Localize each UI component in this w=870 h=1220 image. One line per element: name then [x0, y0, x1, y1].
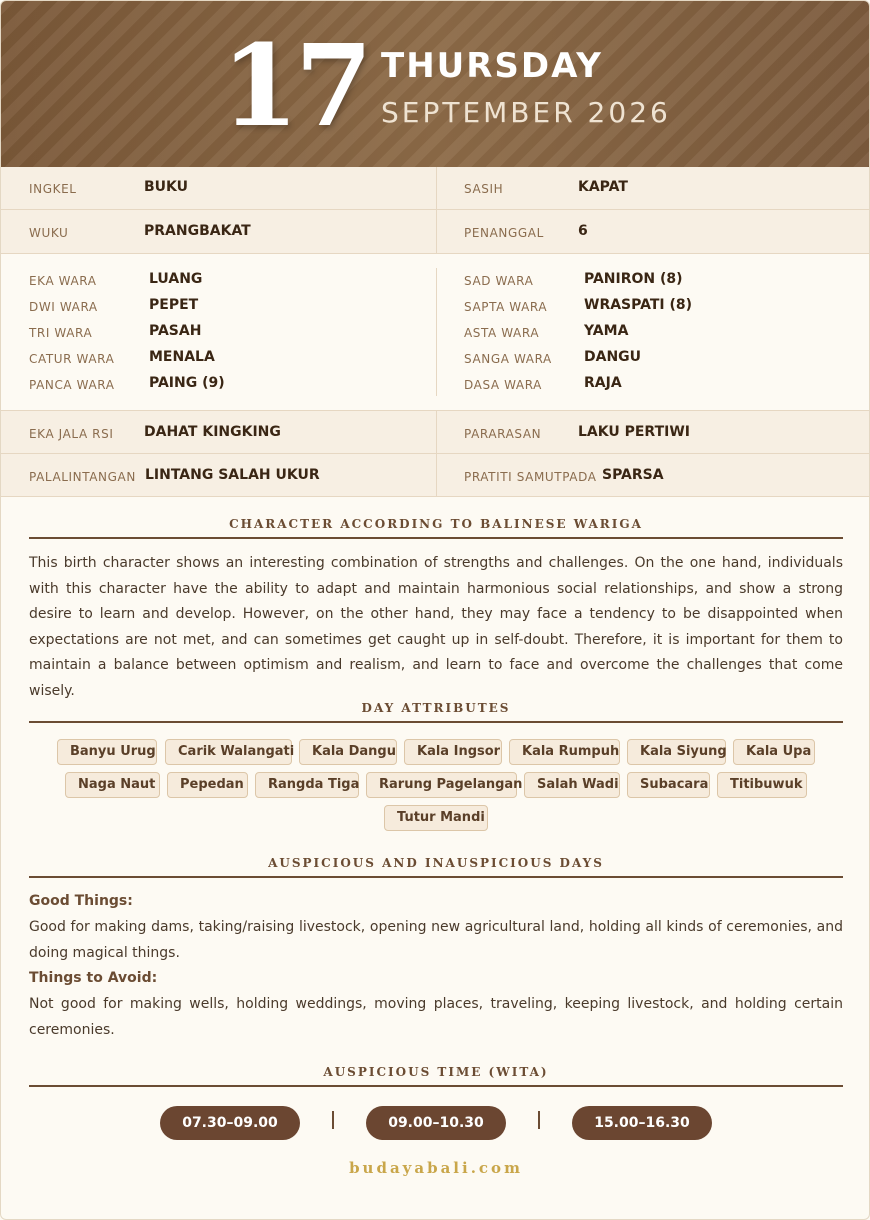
palalintangan-value: LINTANG SALAH UKUR — [145, 467, 320, 483]
pararasan-label: PARARASAN — [464, 427, 542, 441]
palalintangan-label: PALALINTANGAN — [29, 470, 136, 484]
wuku-value: PRANGBAKAT — [144, 223, 251, 239]
wara-value: WRASPATI (8) — [584, 297, 693, 313]
attribute-tag: Naga Naut — [65, 772, 160, 798]
wara-label: SANGA WARA — [464, 352, 552, 366]
site-footer-brand: budayabali.com — [349, 1159, 523, 1177]
wara-label: DASA WARA — [464, 378, 542, 392]
sasih-label: SASIH — [464, 182, 504, 196]
pratiti-samutpada-label: PRATITI SAMUTPADA — [464, 470, 597, 484]
wara-value: LUANG — [149, 271, 203, 287]
attribute-tag: Pepedan — [167, 772, 248, 798]
pararasan-cell — [437, 411, 870, 453]
day-number: 17 — [221, 21, 369, 152]
attribute-tag: Salah Wadi — [524, 772, 620, 798]
wara-label: EKA WARA — [29, 274, 97, 288]
time-separator — [332, 1111, 334, 1129]
wara-label: SAD WARA — [464, 274, 534, 288]
time-section-title: AUSPICIOUS TIME (WITA) — [323, 1065, 549, 1079]
wara-value: YAMA — [584, 323, 629, 339]
character-description: This birth character shows an interesting combination of strengths and challenges. On the one hand, individuals with this character have the ability to adapt and maintain harmonious social relationships, and show a strong desire to learn and develop. However, on the other hand, they may face a tendency to be disappointed when expectations are not met, and can sometimes get caught up in self-doubt. Therefore, it is important for them to maintain a balance between optimism and realism, and learn to face and overcome the challenges that come wisely. — [29, 555, 843, 699]
attributes-section-title: DAY ATTRIBUTES — [361, 701, 511, 715]
character-section-title: CHARACTER ACCORDING TO BALINESE WARIGA — [229, 517, 643, 531]
month-year-label: SEPTEMBER 2026 — [381, 96, 671, 129]
attribute-tag: Rangda Tiga — [255, 772, 359, 798]
pararasan-value: LAKU PERTIWI — [578, 424, 690, 440]
sasih-value: KAPAT — [578, 179, 628, 195]
wara-block — [1, 254, 870, 411]
palalintangan-cell — [1, 454, 437, 496]
eka-jala-rsi-label: EKA JALA RSI — [29, 427, 114, 441]
wara-value: MENALA — [149, 349, 215, 365]
attribute-tag: Kala Ingsor — [404, 739, 502, 765]
things-to-avoid-heading: Things to Avoid: — [29, 970, 158, 986]
row-ekajala-pararasan — [1, 411, 870, 454]
attribute-tag: Kala Rumpuh — [509, 739, 620, 765]
row-wuku-penanggal — [1, 210, 870, 254]
wara-value: PAING (9) — [149, 375, 225, 391]
wuku-label: WUKU — [29, 226, 69, 240]
section-divider — [29, 876, 843, 878]
wara-label: CATUR WARA — [29, 352, 115, 366]
wara-label: PANCA WARA — [29, 378, 115, 392]
eka-jala-rsi-value: DAHAT KINGKING — [144, 424, 281, 440]
attribute-tag: Carik Walangati — [165, 739, 292, 765]
pratiti-samutpada-value: SPARSA — [602, 467, 664, 483]
things-to-avoid-text: Not good for making wells, holding weddings, moving places, traveling, keeping livestock, and holding certain ceremonies. — [29, 996, 843, 1038]
attribute-tag: Titibuwuk — [717, 772, 807, 798]
attribute-tag: Tutur Mandi — [384, 805, 488, 831]
section-divider — [29, 537, 843, 539]
date-header — [1, 1, 870, 167]
wara-value: DANGU — [584, 349, 642, 365]
weekday-label: THURSDAY — [381, 46, 603, 86]
ingkel-value: BUKU — [144, 179, 189, 195]
wara-divider — [436, 268, 437, 396]
wara-value: PANIRON (8) — [584, 271, 683, 287]
wara-label: DWI WARA — [29, 300, 98, 314]
attribute-tag: Kala Upa — [733, 739, 815, 765]
section-divider — [29, 721, 843, 723]
time-slot-pill: 15.00–16.30 — [572, 1106, 712, 1140]
wara-value: PASAH — [149, 323, 202, 339]
wuku-cell — [1, 210, 437, 253]
time-slot-pill: 09.00–10.30 — [366, 1106, 506, 1140]
penanggal-label: PENANGGAL — [464, 226, 544, 240]
good-things-text: Good for making dams, taking/raising livestock, opening new agricultural land, holding all kinds of ceremonies, and doing magical things. — [29, 919, 843, 961]
row-ingkel-sasih — [1, 167, 870, 210]
penanggal-cell — [437, 210, 870, 253]
good-things-heading: Good Things: — [29, 893, 133, 909]
eka-jala-rsi-cell — [1, 411, 437, 453]
penanggal-value: 6 — [578, 223, 588, 239]
attribute-tag: Banyu Urug — [57, 739, 157, 765]
days-section-title: AUSPICIOUS AND INAUSPICIOUS DAYS — [268, 856, 604, 870]
time-slot-pill: 07.30–09.00 — [160, 1106, 300, 1140]
time-separator — [538, 1111, 540, 1129]
pratiti-samutpada-cell — [437, 454, 870, 496]
row-palalintangan-pratiti — [1, 454, 870, 497]
section-divider — [29, 1085, 843, 1087]
wara-label: TRI WARA — [29, 326, 93, 340]
ingkel-label: INGKEL — [29, 182, 77, 196]
sasih-cell — [437, 167, 870, 209]
wara-label: SAPTA WARA — [464, 300, 548, 314]
attribute-tag: Subacara — [627, 772, 710, 798]
attribute-tag: Kala Dangu — [299, 739, 397, 765]
attribute-tag: Kala Siyung — [627, 739, 726, 765]
wara-label: ASTA WARA — [464, 326, 540, 340]
wara-value: RAJA — [584, 375, 622, 391]
wara-value: PEPET — [149, 297, 199, 313]
ingkel-cell — [1, 167, 437, 209]
attribute-tag: Rarung Pagelangan — [366, 772, 517, 798]
